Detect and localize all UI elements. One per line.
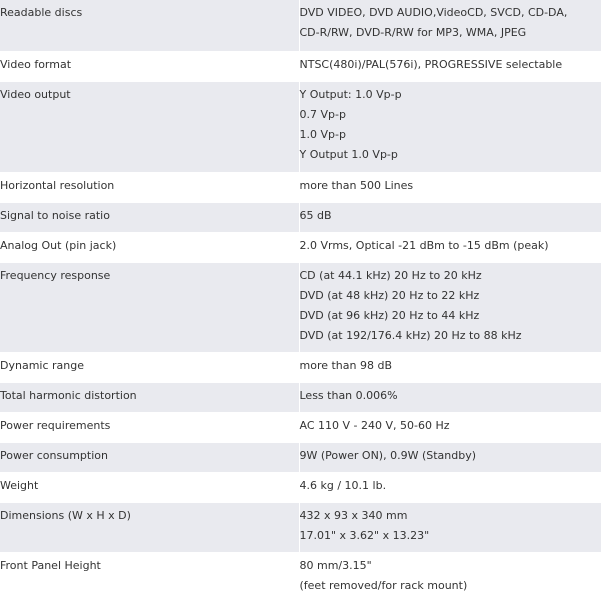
spec-value-line: DVD (at 48 kHz) 20 Hz to 22 kHz [300, 286, 601, 306]
spec-row [0, 0, 601, 51]
spec-value-line: DVD (at 96 kHz) 20 Hz to 44 kHz [300, 306, 601, 326]
spec-row [0, 442, 601, 472]
spec-value [299, 382, 601, 412]
spec-label: Analog Out (pin jack) [0, 232, 299, 262]
spec-value [299, 262, 601, 352]
spec-value-line: 4.6 kg / 10.1 lb. [300, 476, 601, 496]
spec-value [299, 502, 601, 552]
spec-value-line: more than 98 dB [300, 356, 601, 376]
spec-value-line: 0.7 Vp-p [300, 105, 601, 125]
spec-value [299, 0, 601, 51]
spec-value [299, 172, 601, 202]
spec-value [299, 552, 601, 597]
spec-label: Readable discs [0, 0, 299, 51]
spec-value [299, 81, 601, 172]
spec-row [0, 412, 601, 442]
spec-row [0, 202, 601, 232]
spec-row [0, 352, 601, 382]
spec-value-line: more than 500 Lines [300, 176, 601, 196]
spec-value [299, 232, 601, 262]
spec-value-line: NTSC(480i)/PAL(576i), PROGRESSIVE selectable [300, 55, 601, 75]
spec-value-line: 80 mm/3.15" [300, 556, 601, 576]
spec-value-line: Y Output 1.0 Vp-p [300, 145, 601, 165]
spec-row [0, 382, 601, 412]
spec-label: Front Panel Height [0, 552, 299, 597]
spec-value-line: (feet removed/for rack mount) [300, 576, 601, 596]
spec-value-line: CD-R/RW, DVD-R/RW for MP3, WMA, JPEG [300, 23, 601, 43]
spec-label: Horizontal resolution [0, 172, 299, 202]
spec-value-line: 2.0 Vrms, Optical -21 dBm to -15 dBm (peak) [300, 236, 601, 256]
spec-label: Weight [0, 472, 299, 502]
spec-row [0, 502, 601, 552]
spec-value [299, 352, 601, 382]
spec-value [299, 51, 601, 81]
spec-value [299, 472, 601, 502]
spec-value [299, 202, 601, 232]
spec-label: Total harmonic distortion [0, 382, 299, 412]
spec-value-line: AC 110 V - 240 V, 50-60 Hz [300, 416, 601, 436]
spec-value-line: 9W (Power ON), 0.9W (Standby) [300, 446, 601, 466]
spec-value-line: DVD (at 192/176.4 kHz) 20 Hz to 88 kHz [300, 326, 601, 346]
spec-label: Video format [0, 51, 299, 81]
spec-row [0, 81, 601, 172]
spec-row [0, 172, 601, 202]
spec-row [0, 51, 601, 81]
spec-value-line: CD (at 44.1 kHz) 20 Hz to 20 kHz [300, 266, 601, 286]
spec-row [0, 472, 601, 502]
spec-value [299, 442, 601, 472]
spec-row [0, 232, 601, 262]
spec-label: Signal to noise ratio [0, 202, 299, 232]
spec-label: Video output [0, 81, 299, 172]
spec-value-line: Y Output: 1.0 Vp-p [300, 85, 601, 105]
spec-row [0, 552, 601, 597]
spec-value-line: Less than 0.006% [300, 386, 601, 406]
spec-label: Power requirements [0, 412, 299, 442]
spec-label: Frequency response [0, 262, 299, 352]
spec-value [299, 412, 601, 442]
spec-value-line: DVD VIDEO, DVD AUDIO,VideoCD, SVCD, CD-DA, [300, 3, 601, 23]
spec-row [0, 262, 601, 352]
spec-label: Dynamic range [0, 352, 299, 382]
spec-value-line: 432 x 93 x 340 mm [300, 506, 601, 526]
spec-value-line: 17.01" x 3.62" x 13.23" [300, 526, 601, 546]
spec-value-line: 65 dB [300, 206, 601, 226]
spec-label: Power consumption [0, 442, 299, 472]
spec-value-line: 1.0 Vp-p [300, 125, 601, 145]
spec-label: Dimensions (W x H x D) [0, 502, 299, 552]
